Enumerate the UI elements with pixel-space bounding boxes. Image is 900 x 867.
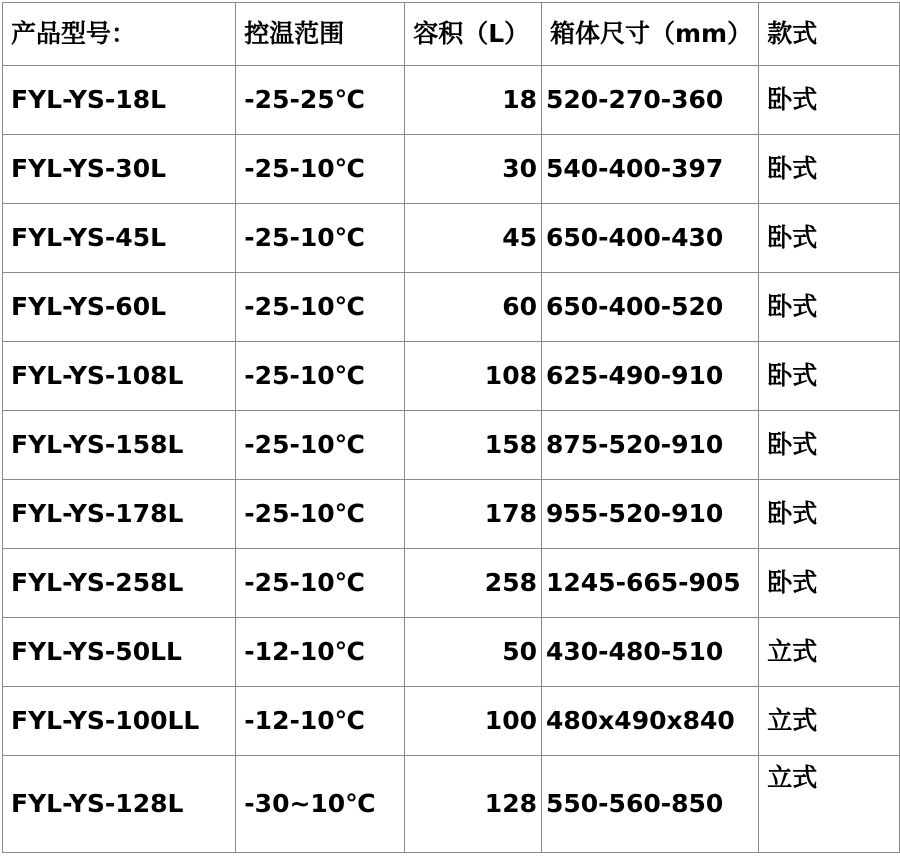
column-header-volume: 容积（L） [405, 3, 542, 66]
table-row [3, 687, 900, 756]
column-header-dimensions: 箱体尺寸（mm） [541, 3, 758, 66]
cell-model: FYL-YS-60L [3, 273, 236, 342]
cell-temperature-range: -25-10℃ [236, 342, 405, 411]
table-row [3, 618, 900, 687]
cell-dimensions: 650-400-520 [541, 273, 758, 342]
cell-style: 卧式 [759, 549, 900, 618]
cell-model: FYL-YS-178L [3, 480, 236, 549]
cell-temperature-range: -25-10℃ [236, 273, 405, 342]
cell-style: 立式 [759, 687, 900, 756]
cell-dimensions: 480x490x840 [541, 687, 758, 756]
cell-model: FYL-YS-18L [3, 66, 236, 135]
cell-style: 卧式 [759, 273, 900, 342]
cell-volume: 258 [405, 549, 542, 618]
cell-temperature-range: -12-10℃ [236, 618, 405, 687]
cell-dimensions: 955-520-910 [541, 480, 758, 549]
cell-style: 卧式 [759, 204, 900, 273]
cell-model: FYL-YS-100LL [3, 687, 236, 756]
cell-model: FYL-YS-45L [3, 204, 236, 273]
cell-temperature-range: -25-10℃ [236, 480, 405, 549]
cell-model: FYL-YS-30L [3, 135, 236, 204]
product-spec-table [2, 2, 900, 853]
cell-dimensions: 875-520-910 [541, 411, 758, 480]
cell-dimensions: 625-490-910 [541, 342, 758, 411]
table-row [3, 480, 900, 549]
cell-model: FYL-YS-158L [3, 411, 236, 480]
table-row [3, 549, 900, 618]
table-row [3, 273, 900, 342]
table-row [3, 411, 900, 480]
cell-style: 卧式 [759, 66, 900, 135]
cell-dimensions: 1245-665-905 [541, 549, 758, 618]
cell-model: FYL-YS-50LL [3, 618, 236, 687]
cell-style: 卧式 [759, 342, 900, 411]
table-row [3, 756, 900, 853]
cell-style: 卧式 [759, 411, 900, 480]
cell-temperature-range: -25-10℃ [236, 549, 405, 618]
cell-temperature-range: -12-10℃ [236, 687, 405, 756]
cell-temperature-range: -25-10℃ [236, 411, 405, 480]
cell-temperature-range: -30~10℃ [236, 756, 405, 853]
cell-style: 立式 [759, 618, 900, 687]
column-header-style: 款式 [759, 3, 900, 66]
cell-volume: 60 [405, 273, 542, 342]
cell-dimensions: 430-480-510 [541, 618, 758, 687]
table-row [3, 204, 900, 273]
cell-volume: 100 [405, 687, 542, 756]
cell-volume: 30 [405, 135, 542, 204]
table-body [3, 66, 900, 853]
cell-dimensions: 540-400-397 [541, 135, 758, 204]
cell-dimensions: 550-560-850 [541, 756, 758, 853]
cell-volume: 50 [405, 618, 542, 687]
cell-dimensions: 520-270-360 [541, 66, 758, 135]
cell-volume: 128 [405, 756, 542, 853]
cell-style: 卧式 [759, 480, 900, 549]
cell-style: 卧式 [759, 135, 900, 204]
column-header-temperature-range: 控温范围 [236, 3, 405, 66]
cell-model: FYL-YS-128L [3, 756, 236, 853]
cell-temperature-range: -25-25℃ [236, 66, 405, 135]
cell-volume: 18 [405, 66, 542, 135]
cell-model: FYL-YS-108L [3, 342, 236, 411]
cell-model: FYL-YS-258L [3, 549, 236, 618]
table-header-row [3, 3, 900, 66]
table-row [3, 66, 900, 135]
table-row [3, 342, 900, 411]
cell-temperature-range: -25-10℃ [236, 135, 405, 204]
cell-volume: 108 [405, 342, 542, 411]
cell-volume: 45 [405, 204, 542, 273]
table-header [3, 3, 900, 66]
cell-temperature-range: -25-10℃ [236, 204, 405, 273]
cell-volume: 158 [405, 411, 542, 480]
cell-volume: 178 [405, 480, 542, 549]
column-header-model: 产品型号： [3, 3, 236, 66]
table-row [3, 135, 900, 204]
cell-dimensions: 650-400-430 [541, 204, 758, 273]
cell-style: 立式 [759, 756, 900, 853]
